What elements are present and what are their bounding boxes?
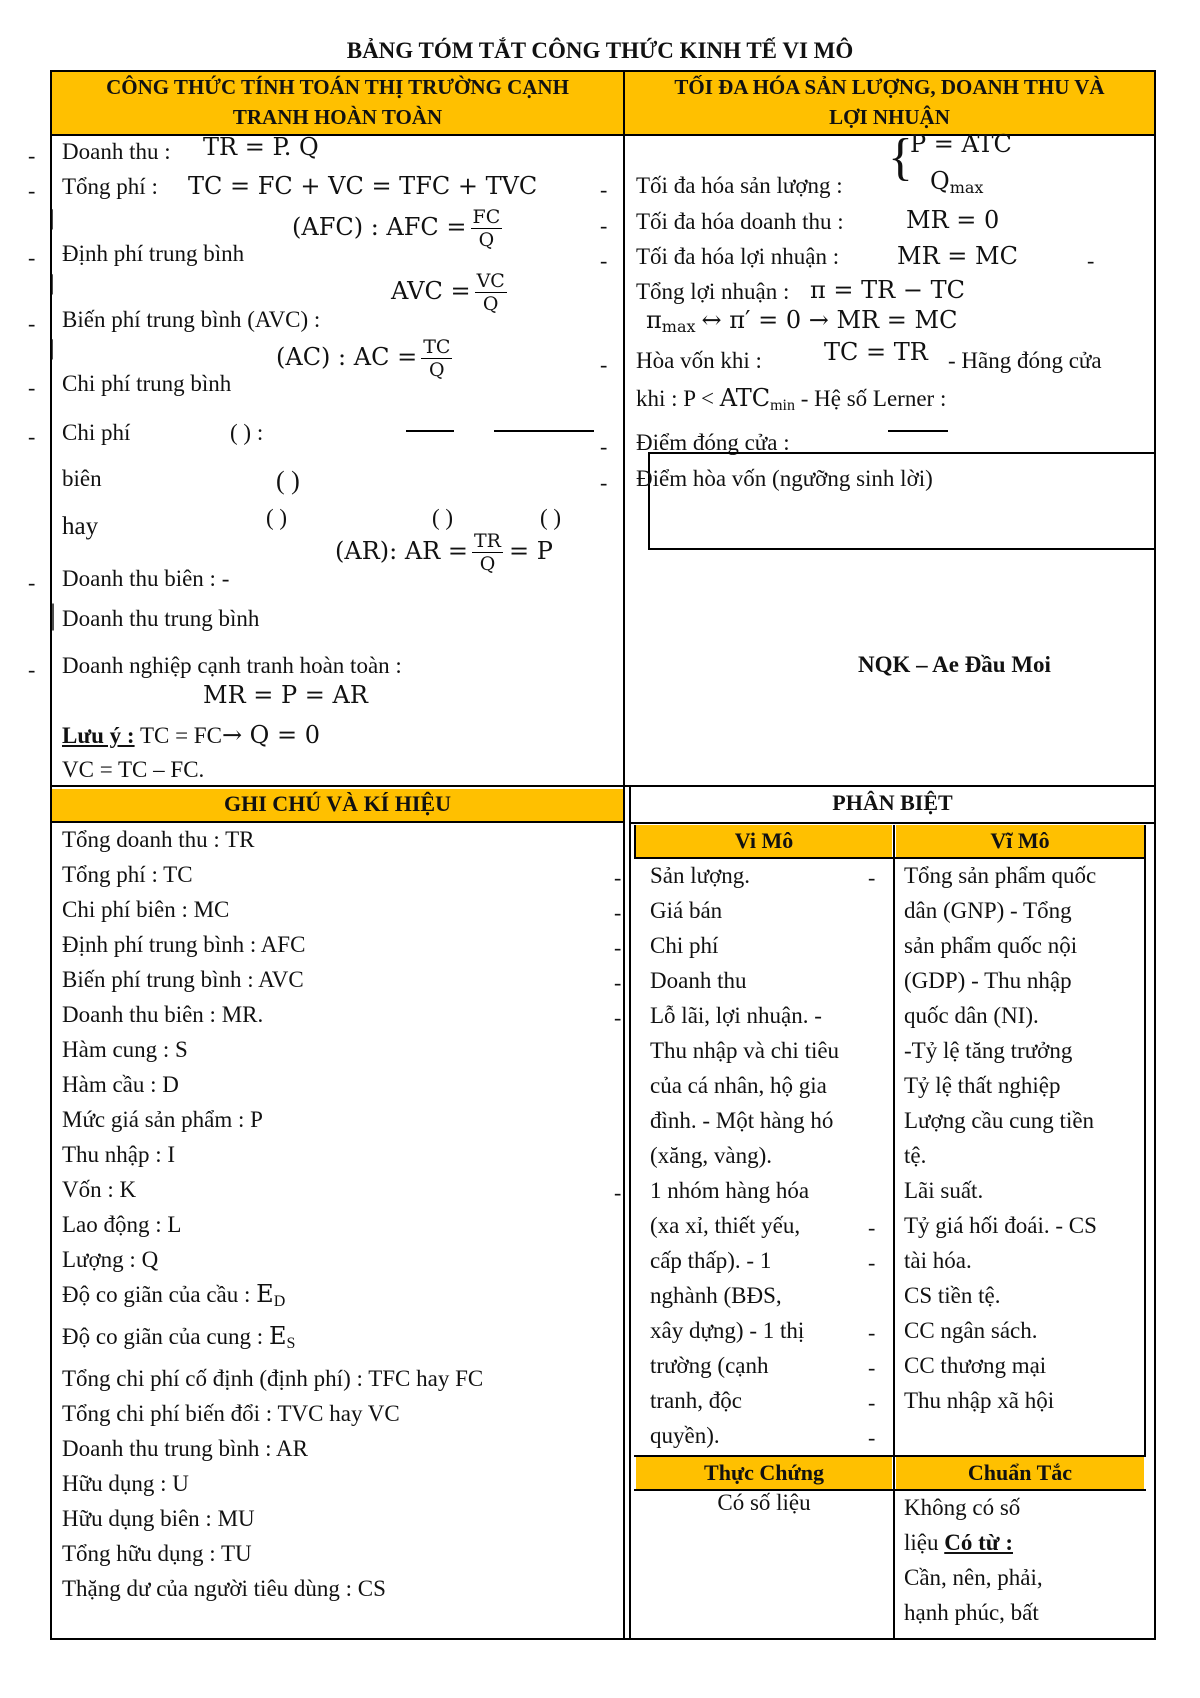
bullet: - [1087, 248, 1095, 273]
shutdown-atc: ATC [719, 384, 771, 412]
micro-item: (xăng, vàng). [650, 1143, 772, 1168]
output-brace-bottom [930, 167, 983, 197]
bullet: - [600, 248, 608, 273]
left-header-line-2: TRANH HOÀN TOÀN [232, 105, 443, 129]
breakeven-point: Điểm hòa vốn (ngưỡng sinh lời) [636, 466, 933, 491]
micro-item: quyền). [650, 1423, 720, 1448]
bullet: - [600, 352, 608, 377]
micro-item: Lỗ lãi, lợi nhuận. - [650, 1003, 822, 1028]
ac-label: Chi phí trung bình [62, 371, 232, 396]
bullet: - [614, 970, 622, 995]
notes-header: GHI CHÚ VÀ KÍ HIỆU [52, 789, 623, 821]
normative-text [904, 1490, 1148, 1630]
macro-header: Vĩ Mô [896, 825, 1144, 857]
ar-formula-text: (AR): AR = [335, 537, 468, 565]
note-label: Lưu ý : [62, 723, 135, 748]
avc-formula [391, 270, 507, 315]
macro-item: Tổng sản phẩm quốc [904, 863, 1097, 888]
bullet: - [600, 213, 608, 238]
bullet: - [868, 1425, 876, 1450]
revenue-label: Doanh thu : [62, 139, 171, 164]
bullet: - [614, 1180, 622, 1205]
bar-mark: | [50, 205, 55, 230]
micro-item: Chi phí [650, 933, 719, 958]
micro-item: cấp thấp). - 1 [650, 1248, 772, 1273]
note-item: Lượng : Q [62, 1247, 159, 1272]
revenue-max-label: Tối đa hóa doanh thu : [636, 209, 844, 234]
revenue-formula: TR = P. Q [203, 133, 319, 161]
macro-item: Lãi suất. [904, 1178, 984, 1203]
macro-item: quốc dân (NI). [904, 1003, 1039, 1028]
output-q-sub: max [949, 178, 984, 197]
micro-item: Thu nhập và chi tiêu [650, 1038, 840, 1063]
paren-5: ( ) [540, 505, 562, 530]
bullet: - [600, 470, 608, 495]
normative-line-2 [904, 1525, 1148, 1560]
frame-bottom [50, 1638, 1156, 1640]
normative-line-4: hạnh phúc, bất [904, 1600, 1039, 1625]
normative-line-2a: liệu [904, 1530, 939, 1555]
note-item: Tổng phí : TC [62, 862, 193, 887]
right-section-header [625, 72, 1154, 134]
micro-item: Sản lượng. [650, 863, 751, 888]
right-header-line-2: LỢI NHUẬN [829, 105, 950, 129]
diff-header-line [631, 822, 1156, 824]
micro-list [650, 858, 894, 1453]
note-item: Lao động : L [62, 1212, 182, 1237]
diff-col-line-left [634, 825, 636, 857]
perfect-formula: MR = P = AR [203, 681, 368, 709]
note-item: Chi phí biên : MC [62, 897, 230, 922]
frame-left [50, 70, 55, 1640]
profit-total-label: Tổng lợi nhuận : [636, 279, 790, 304]
mc-label-2: biên [62, 466, 102, 491]
lerner-label: - Hệ số Lerner : [800, 386, 947, 411]
brace-icon: { [888, 129, 913, 186]
paren-2: ( ) [276, 466, 300, 495]
ar-num: TR [473, 530, 501, 552]
afc-formula-text: (AFC) : AFC = [292, 213, 467, 241]
mc-label-1: Chi phí [62, 420, 131, 445]
total-cost-formula: TC = FC + VC = TFC + TVC [188, 172, 538, 200]
macro-item: Lượng cầu cung tiền [904, 1108, 1095, 1133]
left-header-line-1: CÔNG THỨC TÍNH TOÁN THỊ TRƯỜNG CẠNH [106, 75, 569, 99]
ar-den: Q [479, 553, 496, 575]
macro-item: (GDP) - Thu nhập [904, 968, 1072, 993]
mr-label: Doanh thu biên : - [62, 566, 230, 591]
author: NQK – Ae Đầu Moi [858, 652, 1051, 677]
afc-den: Q [478, 229, 495, 251]
macro-item: Thu nhập xã hội [904, 1388, 1055, 1413]
bar-mark: | [50, 598, 57, 631]
ac-den: Q [429, 359, 445, 381]
normative-line-1: Không có số [904, 1495, 1021, 1520]
bullet: - [614, 1005, 622, 1030]
micro-item: (xa xỉ, thiết yếu, [650, 1213, 801, 1238]
note-item: Hàm cầu : D [62, 1072, 179, 1097]
bullet: - [868, 1215, 876, 1240]
micro-item: của cá nhân, hộ gia [650, 1073, 827, 1098]
bar-mark: | [50, 270, 55, 295]
bullet: - [614, 865, 622, 890]
ac-num: TC [423, 336, 451, 358]
avc-den: Q [482, 293, 499, 315]
macro-item: sản phẩm quốc nội [904, 933, 1078, 958]
left-section-header [52, 72, 623, 134]
note-line-2: VC = TC – FC. [62, 757, 205, 782]
note-item: Biến phí trung bình : AVC [62, 967, 304, 992]
macro-item: Tỷ lệ thất nghiệp [904, 1073, 1061, 1098]
note-item: Tổng chi phí biến đổi : TVC hay VC [62, 1401, 400, 1426]
output-label: Tối đa hóa sản lượng : [636, 173, 843, 198]
ac-fraction [421, 336, 452, 381]
bullet: - [28, 143, 36, 168]
elastic-supply-label: Độ co giãn của cung : [62, 1324, 264, 1349]
profit-max-label: Tối đa hóa lợi nhuận : [636, 244, 840, 269]
ar-tail: = P [508, 537, 553, 565]
ar-formula [335, 530, 553, 575]
normative-line-3: Cần, nên, phải, [904, 1565, 1043, 1590]
normative-line-2b: Có từ : [944, 1530, 1013, 1555]
normative-header: Chuẩn Tắc [896, 1457, 1144, 1489]
fraction-bar [494, 430, 594, 432]
avc-num: VC [476, 270, 505, 292]
micro-item: trường (cạnh [650, 1353, 769, 1378]
pi: π [646, 306, 662, 334]
positive-header: Thực Chứng [636, 1457, 892, 1489]
breakeven-label: Hòa vốn khi : [636, 348, 762, 373]
afc-fraction [471, 206, 503, 251]
note-item: Doanh thu trung bình : AR [62, 1436, 308, 1461]
output-brace-top: P = ATC [910, 130, 1012, 158]
note-line [62, 721, 320, 749]
perfect-label: Doanh nghiệp cạnh tranh hoàn toàn : [62, 653, 402, 678]
avc-fraction [475, 270, 507, 315]
section-divider [50, 785, 1156, 787]
bullet: - [868, 1390, 876, 1415]
macro-item: tài hóa. [904, 1248, 972, 1273]
paren-1: ( ) : [230, 420, 264, 445]
shutdown-point: Điểm đóng cửa : [636, 430, 790, 455]
paren-3: ( ) [266, 505, 288, 530]
micro-item: tranh, độc [650, 1388, 742, 1413]
bullet: - [600, 434, 608, 459]
profit-max-tail: ↔ π′ = 0 → MR = MC [701, 306, 958, 334]
macro-item: -Tỷ lệ tăng trưởng [904, 1038, 1073, 1063]
macro-item: dân (GNP) - Tổng [904, 898, 1072, 923]
micro-item: nghành (BĐS, [650, 1283, 782, 1308]
macro-item: Tỷ giá hối đoái. - CS [904, 1213, 1097, 1238]
frame-right [1154, 70, 1156, 1640]
shutdown-cond-text: khi : P < [636, 386, 714, 411]
avc-formula-text: AVC = [391, 277, 471, 305]
note-item: Hữu dụng biên : MU [62, 1506, 255, 1531]
profit-max-line [646, 306, 957, 336]
bullet: - [600, 177, 608, 202]
afc-label: Định phí trung bình [62, 241, 245, 266]
note-item-elastic-supply [62, 1319, 622, 1361]
bullet: - [614, 935, 622, 960]
note-item: Tổng hữu dụng : TU [62, 1541, 252, 1566]
note-item: Tổng doanh thu : TR [62, 827, 255, 852]
diff-header: PHÂN BIỆT [832, 790, 953, 815]
note-item-elastic-demand [62, 1277, 622, 1319]
elastic-demand-sym: E [256, 1280, 274, 1308]
micro-header: Vi Mô [636, 825, 892, 857]
note-item: Doanh thu biên : MR. [62, 1002, 264, 1027]
afc-num: FC [472, 206, 501, 228]
micro-item: 1 nhóm hàng hóa [650, 1178, 810, 1203]
bullet: - [868, 1355, 876, 1380]
bullet: - [28, 657, 36, 682]
macro-item: CC ngân sách. [904, 1318, 1038, 1343]
frame-middle [623, 70, 625, 1640]
macro-list [904, 858, 1148, 1418]
profit-total-formula: π = TR − TC [810, 276, 965, 304]
output-q: Q [930, 167, 950, 195]
afc-formula [292, 206, 502, 251]
elastic-supply-sub: S [286, 1335, 296, 1352]
page-title: BẢNG TÓM TẮT CÔNG THỨC KINH TẾ VI MÔ [346, 38, 854, 63]
micro-item: Doanh thu [650, 968, 747, 993]
note-item: Tổng chi phí cố định (định phí) : TFC hay FC [62, 1366, 484, 1391]
macro-item: CC thương mại [904, 1353, 1047, 1378]
total-cost-label: Tổng phí : [62, 174, 158, 199]
shutdown-atc-sub: min [770, 397, 795, 414]
elastic-demand-label: Độ co giãn của cầu : [62, 1282, 251, 1307]
note-text: TC = FC [139, 723, 222, 748]
frame-middle-2 [629, 786, 631, 1640]
elastic-demand-sub: D [273, 1293, 286, 1310]
note-item: Định phí trung bình : AFC [62, 932, 306, 957]
note-item: Vốn : K [62, 1177, 137, 1202]
ar-label: Doanh thu trung bình [62, 606, 260, 631]
positive-text: Có số liệu [717, 1490, 811, 1515]
revenue-max-formula: MR = 0 [906, 206, 1000, 234]
elastic-supply-sym: E [268, 1322, 287, 1350]
pi-sub: max [661, 317, 696, 336]
note-item: Hàm cung : S [62, 1037, 188, 1062]
avc-label: Biến phí trung bình (AVC) : [62, 307, 321, 332]
shutdown-cond [636, 384, 946, 415]
fraction-bar [888, 430, 948, 432]
note-arrow: → Q = 0 [221, 721, 320, 749]
ac-formula-text: (AC) : AC = [276, 343, 418, 371]
bullet: - [28, 375, 36, 400]
bullet: - [28, 245, 36, 270]
bullet: - [28, 311, 36, 336]
micro-item: đình. - Một hàng hó [650, 1108, 834, 1133]
macro-item: tệ. [904, 1143, 927, 1168]
bullet: - [614, 900, 622, 925]
bullet: - [868, 865, 876, 890]
micro-item: Giá bán [650, 898, 723, 923]
bullet: - [28, 178, 36, 203]
notes-list [62, 822, 622, 1606]
bar-mark: | [50, 335, 55, 360]
breakeven-formula: TC = TR [824, 338, 928, 366]
mc-label-3: hay [62, 513, 99, 540]
bullet: - [28, 570, 36, 595]
paren-4: ( ) [432, 505, 454, 530]
ar-fraction [472, 530, 503, 575]
micro-item: xây dựng) - 1 thị [650, 1318, 805, 1343]
bullet: - [868, 1250, 876, 1275]
note-item: Thặng dư của người tiêu dùng : CS [62, 1576, 386, 1601]
macro-item: CS tiền tệ. [904, 1283, 1001, 1308]
bullet: - [868, 1320, 876, 1345]
shutdown-label: - Hãng đóng cửa [948, 348, 1102, 373]
ac-formula [276, 336, 452, 381]
note-item: Thu nhập : I [62, 1142, 176, 1167]
right-header-line-1: TỐI ĐA HÓA SẢN LƯỢNG, DOANH THU VÀ [674, 75, 1105, 99]
note-item: Hữu dụng : U [62, 1471, 189, 1496]
profit-max-formula: MR = MC [897, 242, 1018, 270]
bullet: - [28, 424, 36, 449]
fraction-bar [406, 430, 454, 432]
note-item: Mức giá sản phẩm : P [62, 1107, 263, 1132]
